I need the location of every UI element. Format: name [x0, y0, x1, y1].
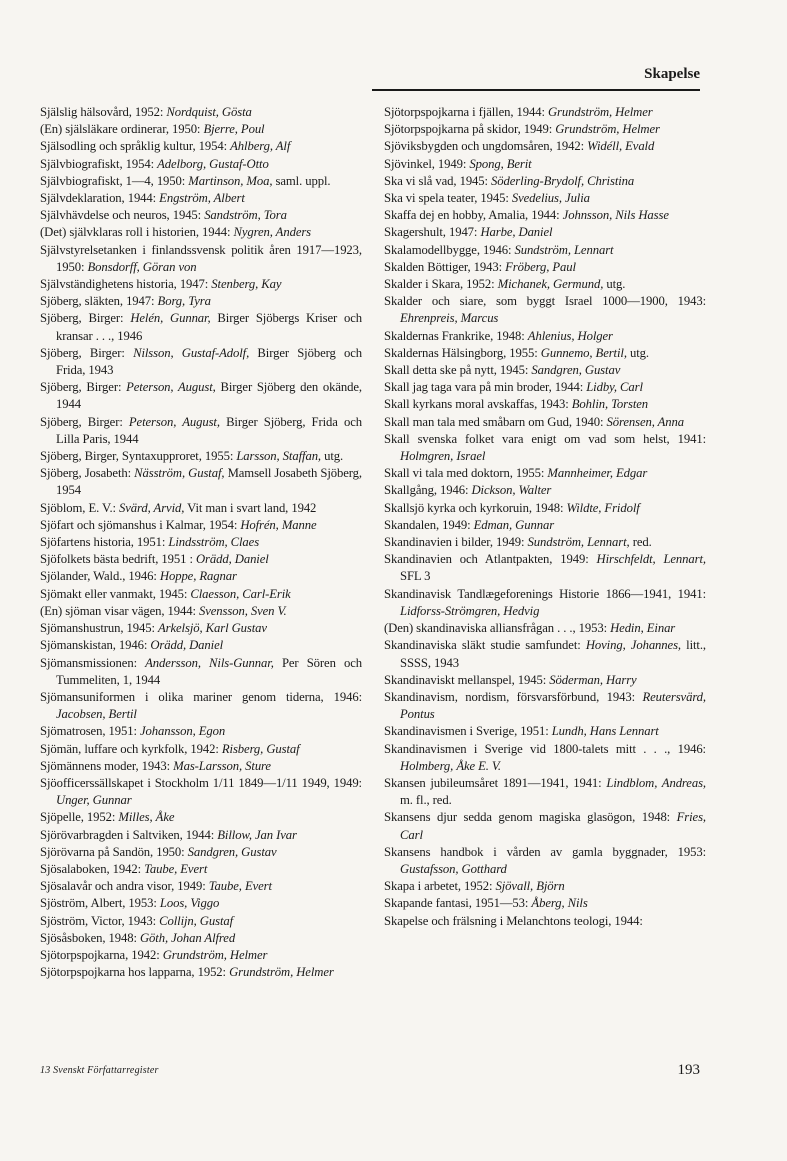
index-entry [40, 809, 362, 826]
entry-author: Milles, Åke [118, 810, 175, 825]
entry-author: Gustafsson, Gotthard [400, 861, 507, 876]
entry-title: Skandinaviskt mellanspel, 1945: [384, 672, 550, 687]
index-entry [384, 551, 706, 585]
entry-note: red. [629, 535, 652, 550]
entry-title: Sjömanshustrun, 1945: [40, 621, 158, 636]
index-entry [384, 328, 706, 345]
index-entry [40, 723, 362, 740]
index-entry [384, 775, 706, 809]
entry-title: Sjömanskistan, 1946: [40, 638, 151, 653]
entry-title: (Den) skandinaviska alliansfrågan . . ., 1953: [384, 621, 611, 636]
entry-author: Holmgren, Israel [400, 449, 486, 464]
entry-note: saml. uppl. [272, 173, 331, 188]
entry-title: Sjöfartens historia, 1951: [40, 535, 169, 550]
entry-author: Sundström, Lennart, [527, 535, 630, 550]
index-entry [40, 276, 362, 293]
entry-title: Skansens djur sedda genom magiska glasögon, 1948: [384, 810, 677, 825]
index-entry [40, 586, 362, 603]
index-entry [384, 224, 706, 241]
entry-author: Borg, Tyra [157, 294, 211, 309]
entry-author: Peterson, August, [128, 414, 220, 429]
entry-title: Självbiografiskt, 1—4, 1950: [40, 173, 189, 188]
entry-author: Arkelsjö, Karl Gustav [158, 621, 267, 636]
index-entry [384, 500, 706, 517]
entry-title: Skalder i Skara, 1952: [384, 277, 498, 292]
entry-author: Michanek, Germund, [497, 277, 604, 292]
entry-author: Grundström, Helmer [162, 947, 268, 962]
index-entry [40, 620, 362, 637]
right-column [384, 104, 706, 930]
index-entry [384, 379, 706, 396]
index-entry [384, 517, 706, 534]
entry-title: Sjöblom, E. V.: [40, 500, 120, 515]
entry-author: Ahlenius, Holger [527, 328, 613, 343]
entry-note: Vit man i svart land, 1942 [184, 500, 317, 515]
entry-title: Sjömansmissionen: [40, 655, 146, 670]
entry-title: Ska vi slå vad, 1945: [384, 173, 492, 188]
index-entry [384, 895, 706, 912]
entry-author: Martinson, Moa, [188, 173, 273, 188]
index-entry [384, 414, 706, 431]
entry-author: Loos, Viggo [159, 896, 220, 911]
entry-author: Mas-Larsson, Sture [173, 758, 271, 773]
entry-title: Skandinavism, nordism, försvarsförbund, 1943: [384, 689, 643, 704]
index-entry [384, 207, 706, 224]
entry-author: Nilsson, Gustaf-Adolf, [133, 345, 250, 360]
entry-author: Jacobsen, Bertil [56, 707, 137, 722]
entry-author: Grundström, Helmer [547, 105, 653, 119]
entry-author: Lidforss-Strömgren, Hedvig [400, 603, 540, 618]
entry-title: Sjöberg, Birger: [40, 311, 131, 326]
entry-author: Widéll, Evald [587, 139, 655, 154]
index-entry [40, 878, 362, 895]
index-entry [384, 809, 706, 843]
entry-title: Skansen jubileumsåret 1891—1941, 1941: [384, 775, 607, 790]
index-entry [40, 121, 362, 138]
entry-author: Larsson, Staffan, [236, 449, 322, 464]
index-entry [384, 620, 706, 637]
entry-author: Hoving, Johannes, [585, 638, 681, 653]
entry-title: Skapande fantasi, 1951—53: [384, 896, 532, 911]
index-entry [40, 775, 362, 809]
entry-title: Själsodling och språklig kultur, 1954: [40, 139, 231, 154]
entry-title: Sjöfart och sjömanshus i Kalmar, 1954: [40, 517, 241, 532]
entry-author: Holmberg, Åke E. V. [400, 758, 501, 773]
entry-title: Skallgång, 1946: [384, 483, 472, 498]
entry-author: Fries, Carl [400, 810, 706, 842]
entry-author: Bonsdorff, Göran von [87, 259, 197, 274]
entry-title: Sjöström, Victor, 1943: [40, 913, 160, 928]
entry-author: Lindsström, Claes [168, 535, 260, 550]
index-entry [384, 465, 706, 482]
entry-author: Nordquist, Gösta [166, 105, 252, 119]
entry-author: Taube, Evert [208, 879, 272, 894]
index-entry [40, 758, 362, 775]
running-head: Skapelse [644, 66, 700, 82]
entry-title: Sjötorpspojkarna, 1942: [40, 947, 163, 962]
entry-author: Sundström, Lennart [514, 242, 614, 257]
entry-title: Sjömän, luffare och kyrkfolk, 1942: [40, 741, 222, 756]
entry-author: Unger, Gunnar [56, 793, 132, 808]
entry-title: Skall man tala med småbarn om Gud, 1940: [384, 414, 607, 429]
index-entry [384, 293, 706, 327]
entry-title: Skandinavismen i Sverige, 1951: [384, 724, 552, 739]
entry-note: utg. [603, 277, 626, 292]
entry-title: Skandinaviska släkt studie samfundet: [384, 638, 586, 653]
index-entry [384, 534, 706, 551]
entry-author: Wildte, Fridolf [566, 500, 640, 515]
entry-title: Sjöviksbygden och ungdomsåren, 1942: [384, 139, 588, 154]
entry-title: Sjötorpspojkarna på skidor, 1949: [384, 122, 556, 137]
index-entry [40, 517, 362, 534]
entry-author: Söderman, Harry [549, 672, 637, 687]
entry-author: Hedin, Einar [610, 621, 676, 636]
entry-author: Svärd, Arvid, [119, 500, 185, 515]
entry-title: Skapelse och frälsning i Melanchtons teologi, 1944: [384, 913, 643, 928]
entry-title: Skalder och siare, som byggt Israel 1000—1900, 1943: [384, 294, 706, 309]
index-entry [40, 551, 362, 568]
entry-title: Skall jag taga vara på min broder, 1944: [384, 380, 587, 395]
entry-title: Sjötorpspojkarna hos lapparna, 1952: [40, 965, 230, 980]
entry-author: Collijn, Gustaf [159, 913, 234, 928]
entry-title: Sjöberg, Birger: [40, 345, 134, 360]
entry-title: Skagershult, 1947: [384, 225, 481, 240]
entry-author: Sandström, Tora [204, 208, 287, 223]
index-entry [384, 156, 706, 173]
entry-author: Risberg, Gustaf [221, 741, 300, 756]
index-entry [384, 242, 706, 259]
entry-title: Ska vi spela teater, 1945: [384, 191, 512, 206]
index-entry [40, 603, 362, 620]
entry-author: Fröberg, Paul [505, 259, 576, 274]
entry-title: Skaldernas Frankrike, 1948: [384, 328, 528, 343]
index-entry [40, 224, 362, 241]
entry-title: Sjöberg, Birger: [40, 414, 129, 429]
entry-title: Skandalen, 1949: [384, 517, 474, 532]
entry-title: Sjömännens moder, 1943: [40, 758, 174, 773]
index-entry [40, 448, 362, 465]
entry-title: Sjörövarbragden i Saltviken, 1944: [40, 827, 218, 842]
index-entry [40, 293, 362, 310]
index-entry [384, 672, 706, 689]
index-entry [40, 827, 362, 844]
entry-title: (En) själsläkare ordinerar, 1950: [40, 122, 204, 137]
entry-title: Sjöfolkets bästa bedrift, 1951 : [40, 552, 196, 567]
entry-author: Lindblom, Andreas, [606, 775, 706, 790]
entry-note: utg. [626, 345, 649, 360]
index-entry [40, 637, 362, 654]
entry-author: Gunnemo, Bertil, [540, 345, 627, 360]
entry-author: Adelborg, Gustaf-Otto [157, 156, 269, 171]
page-number: 193 [677, 1062, 700, 1078]
index-entry [384, 276, 706, 293]
index-entry [384, 723, 706, 740]
entry-author: Sörensen, Anna [606, 414, 685, 429]
index-entry [40, 930, 362, 947]
entry-title: Sjöberg, Birger: [40, 380, 127, 395]
signature-mark: 13 Svenskt Författarregister [40, 1065, 159, 1076]
index-entry [384, 362, 706, 379]
entry-title: Sjöberg, släkten, 1947: [40, 294, 158, 309]
index-entry [40, 379, 362, 413]
entry-author: Johnsson, Nils Hasse [562, 208, 669, 223]
entry-title: Sjövinkel, 1949: [384, 156, 470, 171]
entry-title: Skaffa dej en hobby, Amalia, 1944: [384, 208, 563, 223]
index-entry [40, 345, 362, 379]
entry-title: Sjösalaboken, 1942: [40, 861, 145, 876]
entry-note: litt., SSSS, 1943 [400, 638, 706, 670]
index-entry [384, 844, 706, 878]
entry-title: Sjöberg, Birger, Syntaxupproret, 1955: [40, 449, 237, 464]
entry-author: Orädd, Daniel [195, 552, 269, 567]
index-entry [40, 500, 362, 517]
entry-author: Ahlberg, Alf [230, 139, 291, 154]
entry-title: Sjöberg, Josabeth: [40, 466, 135, 481]
index-entry [384, 396, 706, 413]
entry-title: Skandinavien och Atlantpakten, 1949: [384, 552, 597, 567]
entry-author: Grundström, Helmer [555, 122, 660, 137]
entry-author: Nygren, Anders [233, 225, 312, 240]
entry-title: Skansens handbok i vården av gamla byggnader, 1953: [384, 844, 706, 859]
entry-author: Spong, Berit [469, 156, 532, 171]
entry-title: Skall vi tala med doktorn, 1955: [384, 466, 548, 481]
entry-author: Engström, Albert [159, 191, 245, 206]
entry-title: Självbiografiskt, 1954: [40, 156, 158, 171]
index-entry [40, 689, 362, 723]
entry-title: Skall detta ske på nytt, 1945: [384, 363, 532, 378]
entry-title: Sjöström, Albert, 1953: [40, 896, 160, 911]
entry-author: Claesson, Carl-Erik [190, 586, 291, 601]
index-entry [40, 741, 362, 758]
index-entry [40, 964, 362, 981]
index-entry [40, 913, 362, 930]
index-entry [40, 310, 362, 344]
index-entry [40, 465, 362, 499]
index-entry [40, 534, 362, 551]
entry-author: Göth, Johan Alfred [139, 930, 236, 945]
entry-note: Mamsell Josabeth Sjöberg, 1954 [56, 466, 362, 498]
entry-title: Sjölander, Wald., 1946: [40, 569, 160, 584]
index-entry [384, 482, 706, 499]
index-entry [40, 895, 362, 912]
entry-title: Skalamodellbygge, 1946: [384, 242, 515, 257]
entry-title: (Det) självklaras roll i historien, 1944: [40, 225, 234, 240]
entry-title: Skandinavisk Tandlægeforenings Historie 1866—1941, 1941: [384, 586, 706, 601]
entry-title: Sjöpelle, 1952: [40, 810, 119, 825]
index-entry [384, 345, 706, 362]
index-entry [384, 689, 706, 723]
entry-author: Ehrenpreis, Marcus [400, 311, 499, 326]
entry-title: Sjötorpspojkarna i fjällen, 1944: [384, 105, 548, 119]
entry-author: Svedelius, Julia [511, 191, 590, 206]
entry-author: Orädd, Daniel [150, 638, 224, 653]
entry-author: Peterson, August, [126, 380, 216, 395]
index-entry [384, 259, 706, 276]
entry-title: Skapa i arbetet, 1952: [384, 879, 496, 894]
index-entry [40, 173, 362, 190]
entry-author: Helén, Gunnar, [130, 311, 211, 326]
entry-note: Birger Sjöberg den okände, 1944 [56, 380, 362, 412]
entry-note: m. fl., red. [400, 793, 452, 808]
entry-note: Per Sören och Tummeliten, 1, 1944 [56, 655, 363, 687]
entry-note: Birger Sjöberg och Frida, 1943 [56, 345, 363, 378]
index-entry [384, 173, 706, 190]
index-entry [384, 104, 706, 121]
entry-author: Edman, Gunnar [473, 517, 555, 532]
entry-author: Stenberg, Kay [211, 277, 282, 292]
entry-title: Skallsjö kyrka och kyrkoruin, 1948: [384, 500, 567, 515]
entry-author: Johansson, Egon [139, 724, 226, 739]
entry-author: Hirschfeldt, Lennart, [596, 552, 706, 567]
entry-author: Svensson, Sven V. [198, 603, 287, 618]
entry-title: Självdeklaration, 1944: [40, 191, 160, 206]
index-entry [384, 913, 706, 930]
entry-title: Sjömakt eller vanmakt, 1945: [40, 586, 191, 601]
index-entry [384, 190, 706, 207]
entry-author: Hofrén, Manne [240, 517, 317, 532]
entry-note: SFL 3 [400, 569, 431, 584]
entry-title: Skall kyrkans moral avskaffas, 1943: [384, 397, 572, 412]
entry-author: Åberg, Nils [531, 896, 588, 911]
entry-title: (En) sjöman visar vägen, 1944: [40, 603, 199, 618]
entry-note: utg. [321, 449, 344, 464]
index-entry [40, 242, 362, 276]
index-entry [384, 878, 706, 895]
entry-author: Taube, Evert [144, 861, 208, 876]
index-entry [384, 637, 706, 671]
entry-author: Bjerre, Poul [203, 122, 265, 137]
entry-author: Mannheimer, Edgar [547, 466, 648, 481]
entry-author: Hoppe, Ragnar [159, 569, 237, 584]
entry-title: Sjömatrosen, 1951: [40, 724, 140, 739]
index-entry [40, 104, 362, 121]
entry-title: Sjöofficerssällskapet i Stockholm 1/11 1849—1/11 1949, 1949: [40, 775, 362, 790]
index-entry [384, 138, 706, 155]
entry-title: Sjösalavår och andra visor, 1949: [40, 879, 209, 894]
entry-title: Skandinavien i bilder, 1949: [384, 535, 528, 550]
index-entry [384, 586, 706, 620]
index-entry [40, 568, 362, 585]
index-entry [384, 431, 706, 465]
entry-title: Sjösåsboken, 1948: [40, 930, 140, 945]
entry-title: Självstyrelsetanken i finlandssvensk politik åren 1917—1923, 1950: [40, 242, 362, 274]
index-entry [40, 414, 362, 448]
entry-author: Söderling-Brydolf, Christina [491, 173, 635, 188]
entry-title: Skandinavismen i Sverige vid 1800-talets mitt . . ., 1946: [384, 741, 706, 756]
entry-title: Skaldernas Hälsingborg, 1955: [384, 345, 541, 360]
index-entry [40, 655, 362, 689]
header-rule [372, 89, 700, 91]
index-entry [40, 190, 362, 207]
entry-author: Sandgren, Gustav [531, 363, 621, 378]
entry-title: Självhävdelse och neuros, 1945: [40, 208, 205, 223]
entry-author: Reutersvärd, Pontus [400, 689, 706, 722]
index-entry [384, 741, 706, 775]
entry-note: Birger Sjöbergs Kriser och kransar . . ., 1946 [56, 311, 363, 343]
entry-title: Sjömansuniformen i olika mariner genom tiderna, 1946: [40, 689, 362, 704]
entry-title: Självständighetens historia, 1947: [40, 277, 212, 292]
entry-author: Dickson, Walter [471, 483, 552, 498]
entry-author: Sjövall, Björn [495, 879, 565, 894]
entry-author: Lidby, Carl [586, 380, 643, 395]
index-entry [40, 207, 362, 224]
entry-author: Bohlin, Torsten [571, 397, 649, 412]
entry-author: Grundström, Helmer [229, 965, 334, 980]
entry-title: Skall svenska folket vara enigt om vad som helst, 1941: [384, 431, 706, 446]
entry-author: Lundh, Hans Lennart [551, 724, 659, 739]
index-entry [40, 156, 362, 173]
entry-author: Andersson, Nils-Gunnar, [145, 655, 274, 670]
entry-author: Billow, Jan Ivar [217, 827, 297, 842]
index-entry [384, 121, 706, 138]
entry-author: Sandgren, Gustav [187, 844, 277, 859]
entry-author: Näsström, Gustaf, [134, 466, 225, 481]
entry-title: Själslig hälsovård, 1952: [40, 105, 167, 119]
index-entry [40, 947, 362, 964]
left-column [40, 104, 362, 981]
index-entry [40, 844, 362, 861]
entry-author: Harbe, Daniel [480, 225, 553, 240]
entry-note: Birger Sjöberg, Frida och Lilla Paris, 1944 [56, 414, 362, 446]
index-entry [40, 138, 362, 155]
index-entry [40, 861, 362, 878]
entry-title: Sjörövarna på Sandön, 1950: [40, 844, 188, 859]
entry-title: Skalden Böttiger, 1943: [384, 259, 506, 274]
